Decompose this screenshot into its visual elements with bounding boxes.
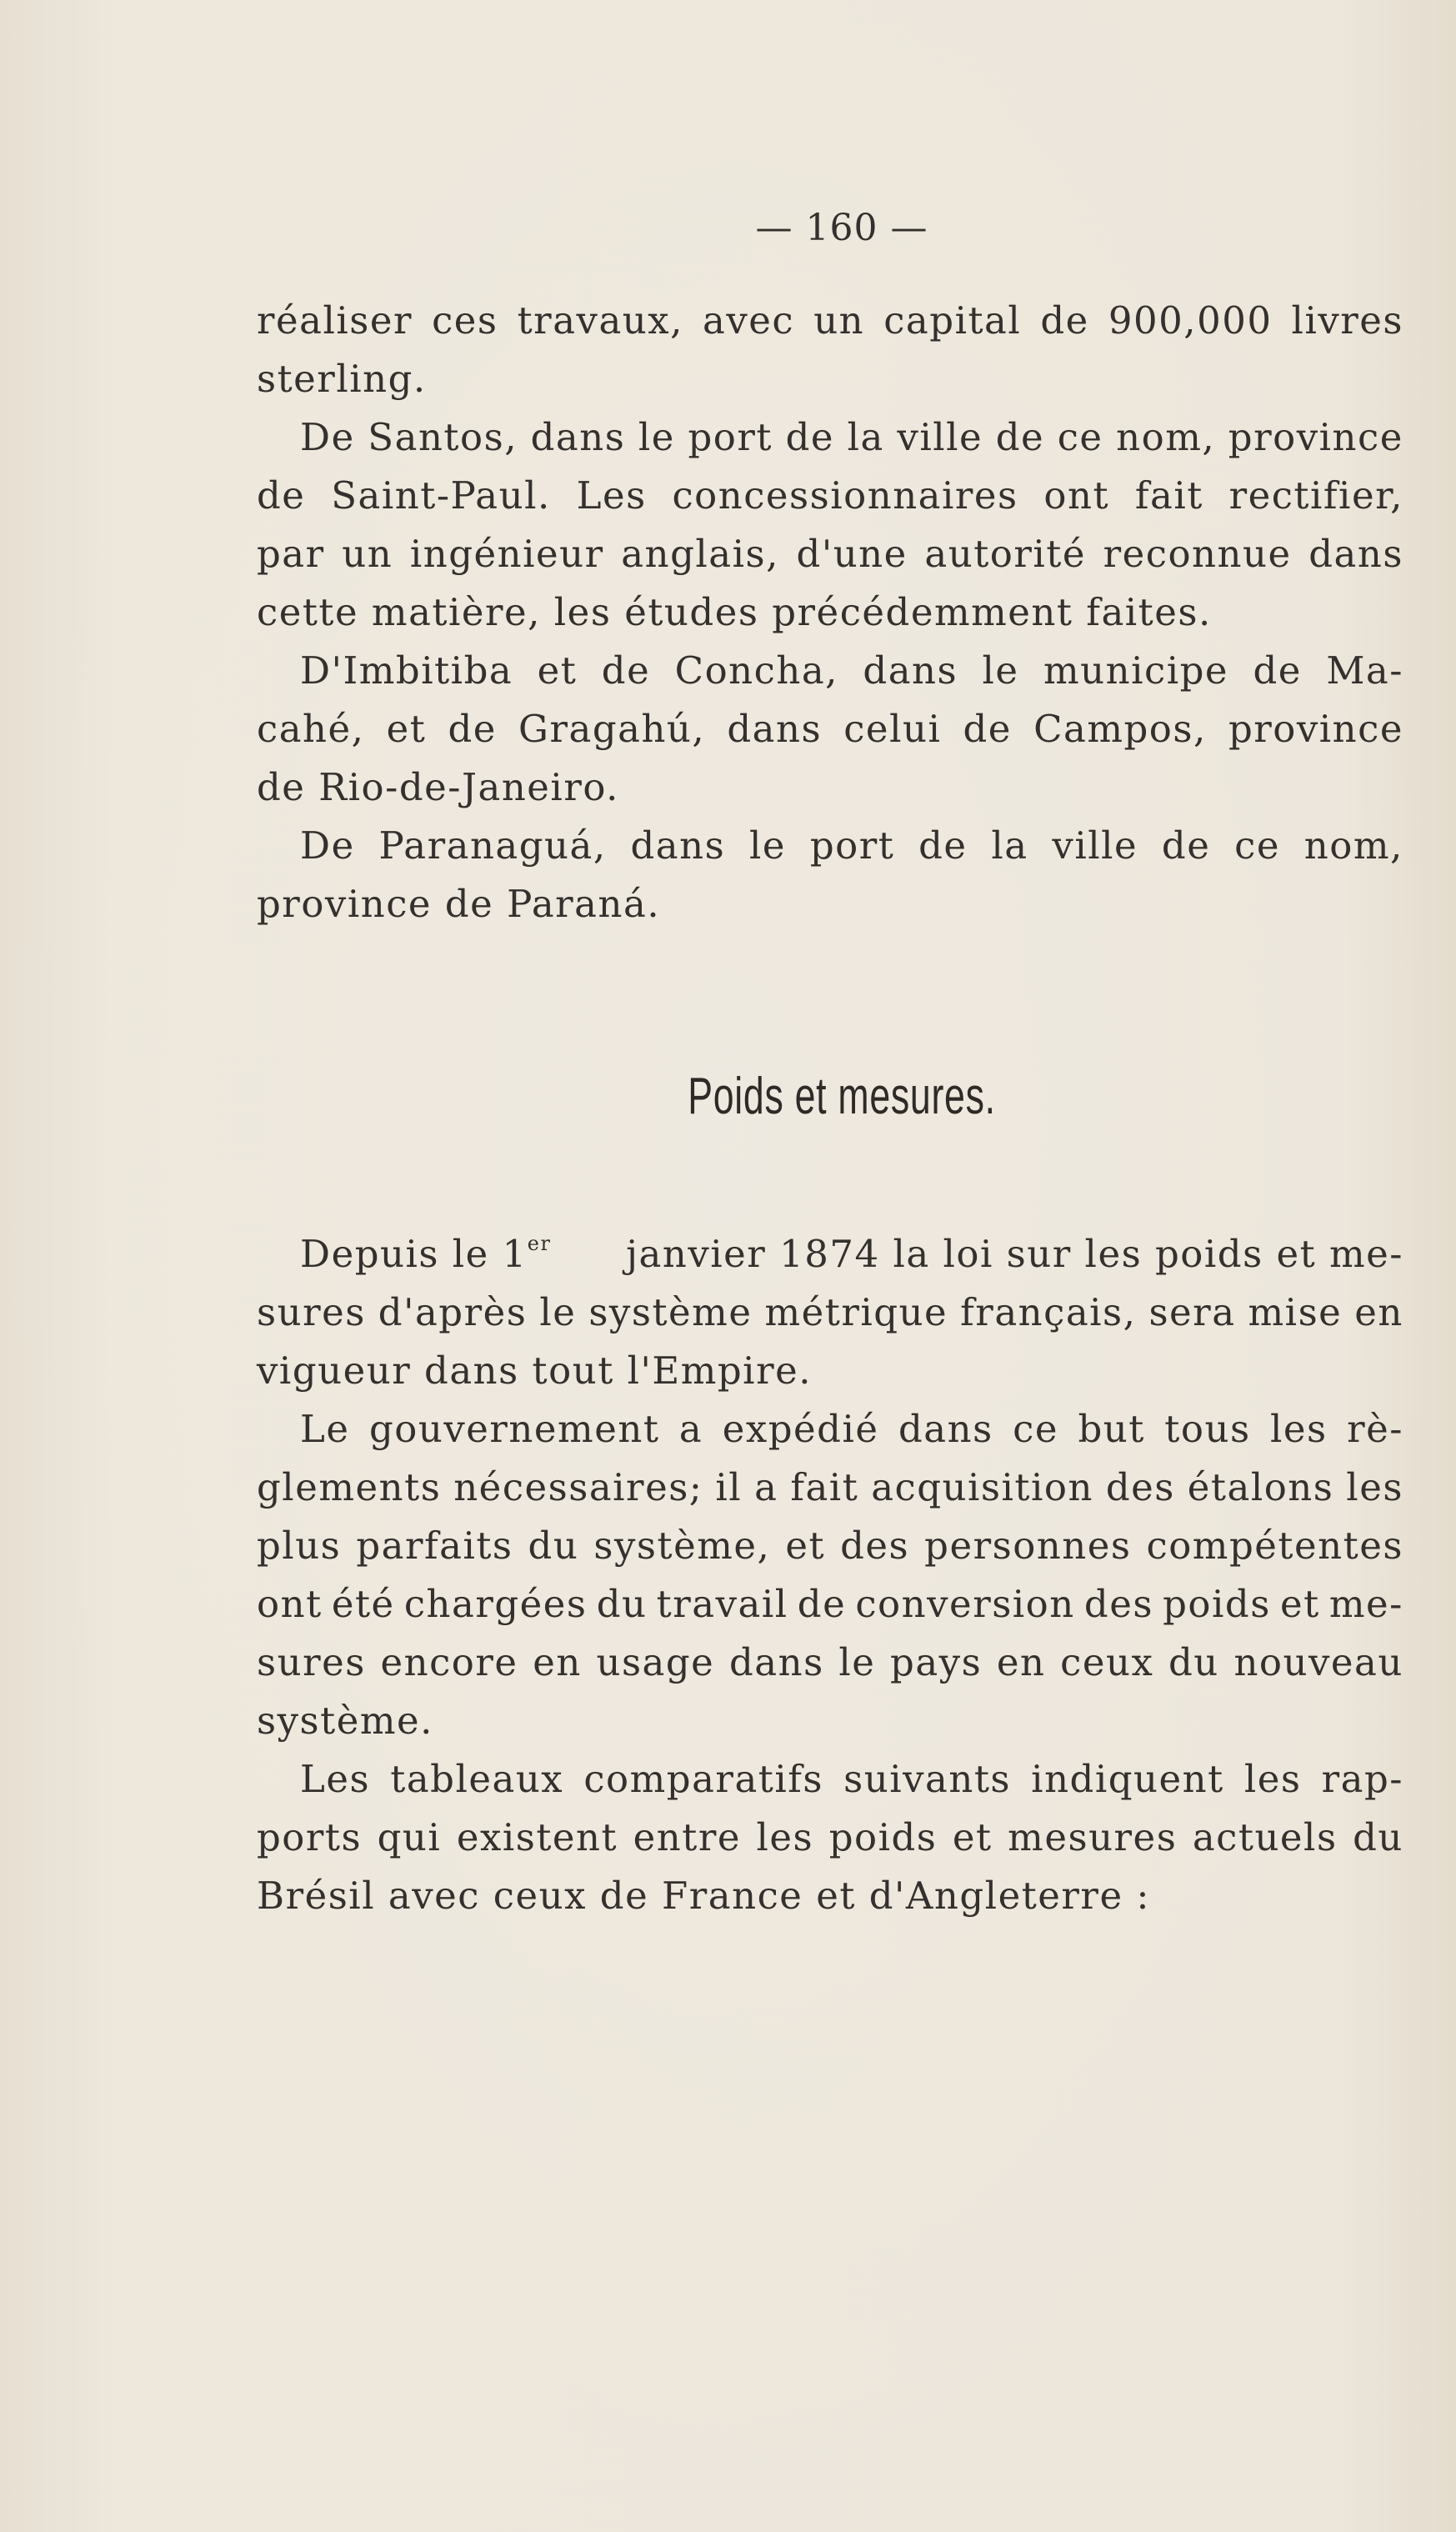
word: existent <box>456 1815 618 1859</box>
word: il <box>715 1465 743 1509</box>
word: un <box>342 532 393 576</box>
word: de <box>257 473 306 518</box>
word: et <box>952 1815 993 1859</box>
word: concessionnaires <box>672 473 1018 518</box>
word: 900,000 <box>1108 298 1273 343</box>
word: métrique <box>764 1290 948 1334</box>
word: autorité <box>924 532 1087 576</box>
word: ont <box>1043 473 1110 518</box>
text-line: système. <box>257 1699 433 1743</box>
word: anglais, <box>621 532 779 576</box>
word: système <box>588 1290 753 1334</box>
word: personnes <box>924 1524 1132 1568</box>
word: me- <box>1328 1582 1403 1626</box>
word: qui <box>377 1815 442 1859</box>
word: mise <box>1248 1290 1343 1334</box>
word: actuels <box>1192 1815 1338 1859</box>
word: rectifier, <box>1228 473 1403 518</box>
word: sures <box>257 1290 366 1334</box>
word: d'après <box>378 1290 528 1334</box>
word: travail <box>656 1582 788 1626</box>
word: travaux, <box>517 298 683 343</box>
word: entre <box>633 1815 741 1859</box>
text-line <box>257 1750 1403 1809</box>
word: sera <box>1148 1290 1236 1334</box>
word: compétentes <box>1146 1524 1403 1568</box>
word: De <box>300 415 355 459</box>
page-number: — 160 — <box>755 207 928 249</box>
word: français, <box>960 1290 1137 1334</box>
word: Gragahú, <box>518 707 706 751</box>
word: de <box>963 707 1012 751</box>
word: de <box>448 707 497 751</box>
word: Les <box>576 473 647 518</box>
word: les <box>756 1815 814 1859</box>
word: plus <box>257 1524 342 1568</box>
word: Paranaguá, <box>378 823 607 868</box>
word: a <box>754 1465 778 1509</box>
word: ville <box>1052 823 1138 868</box>
word: étalons <box>1187 1465 1334 1509</box>
word: de <box>1040 298 1089 343</box>
word: municipe <box>1043 648 1229 693</box>
word: ceux <box>1060 1640 1154 1684</box>
word: et <box>1279 1582 1320 1626</box>
word: suivants <box>843 1757 1012 1801</box>
word: De <box>300 823 355 868</box>
word: capital <box>883 298 1022 343</box>
text-line-start: Depuis le 1er <box>300 1232 552 1276</box>
word: et <box>785 1524 826 1568</box>
word: ville <box>897 415 983 459</box>
word: poids <box>828 1815 938 1859</box>
word: glements <box>257 1465 442 1509</box>
word: gouvernement <box>368 1407 660 1451</box>
text-line <box>257 1634 1403 1692</box>
word: Concha, <box>674 648 838 693</box>
text-line-end: janvier 1874 la loi sur les poids et me- <box>613 1232 1403 1276</box>
word: parfaits <box>356 1524 513 1568</box>
word: rè- <box>1347 1407 1403 1451</box>
word: le <box>638 415 675 459</box>
text-line <box>257 1284 1403 1342</box>
word: de <box>797 1582 847 1626</box>
word: par <box>257 532 325 576</box>
word: le <box>838 1640 876 1684</box>
text-line <box>257 1809 1403 1867</box>
text-line <box>257 817 1403 875</box>
word: ce <box>1234 823 1280 868</box>
word: dans <box>530 415 626 459</box>
word: nom, <box>1303 823 1403 868</box>
word: ont <box>257 1582 323 1626</box>
text-line: province de Paraná. <box>257 882 661 926</box>
text-line: de Rio-de-Janeiro. <box>257 765 619 809</box>
word: le <box>982 648 1019 693</box>
word: avec <box>703 298 795 343</box>
word: ce <box>1013 1407 1058 1451</box>
word: des <box>1083 1582 1153 1626</box>
word: encore <box>380 1640 518 1684</box>
word: fait <box>790 1465 859 1509</box>
word: comparatifs <box>583 1757 823 1801</box>
word: sures <box>257 1640 366 1684</box>
word: en <box>996 1640 1046 1684</box>
paragraph-block-weights <box>257 1225 1403 1925</box>
word: et <box>537 648 578 693</box>
word: de <box>995 415 1045 459</box>
word: dans <box>630 823 726 868</box>
text-line <box>257 467 1403 525</box>
text-line: sterling. <box>257 357 427 401</box>
word: de <box>785 415 835 459</box>
word: d'une <box>796 532 908 576</box>
word: les <box>1270 1407 1328 1451</box>
text-line <box>257 292 1403 350</box>
word: usage <box>596 1640 715 1684</box>
word: port <box>809 823 895 868</box>
word: Les <box>300 1757 371 1801</box>
text-line <box>257 700 1403 758</box>
text-line <box>257 1400 1403 1459</box>
word: Campos, <box>1033 707 1207 751</box>
word: la <box>847 415 884 459</box>
word: nouveau <box>1233 1640 1403 1684</box>
text-line <box>257 1575 1403 1634</box>
word: province <box>1228 415 1403 459</box>
text-line: vigueur dans tout l'Empire. <box>257 1349 813 1393</box>
section-heading: Poids et mesures. <box>688 1068 996 1125</box>
word: dans <box>1308 532 1403 576</box>
word: mesures <box>1008 1815 1178 1859</box>
word: rap- <box>1321 1757 1403 1801</box>
word: les <box>1346 1465 1403 1509</box>
word: indiquent <box>1031 1757 1224 1801</box>
text-line <box>257 1225 1403 1284</box>
word: conversion <box>855 1582 1075 1626</box>
word: chargées <box>403 1582 588 1626</box>
word: ces <box>432 298 498 343</box>
word: et <box>386 707 427 751</box>
word: Ma- <box>1326 648 1403 693</box>
word: dans <box>728 1640 824 1684</box>
word: dans <box>898 1407 993 1451</box>
word: un <box>813 298 865 343</box>
word: but <box>1078 1407 1145 1451</box>
word: du <box>528 1524 579 1568</box>
word: nécessaires; <box>453 1465 703 1509</box>
word: tableaux <box>390 1757 564 1801</box>
word: expédié <box>722 1407 879 1451</box>
word: D'Imbitiba <box>300 648 513 693</box>
text-line <box>257 642 1403 700</box>
text-line <box>257 1459 1403 1517</box>
word: les <box>1243 1757 1302 1801</box>
word: de <box>1161 823 1211 868</box>
word: Saint-Paul. <box>331 473 551 518</box>
word: livres <box>1291 298 1403 343</box>
text-line <box>257 408 1403 467</box>
word: cahé, <box>257 707 365 751</box>
word: système, <box>593 1524 771 1568</box>
word: fait <box>1134 473 1203 518</box>
word: reconnue <box>1103 532 1292 576</box>
word: Santos, <box>368 415 518 459</box>
paragraph-block-ports <box>257 292 1403 933</box>
word: acquisition <box>871 1465 1093 1509</box>
text-line: Brésil avec ceux de France et d'Angleterre : <box>257 1874 1151 1918</box>
word: du <box>596 1582 648 1626</box>
text-line <box>257 1517 1403 1575</box>
word: réaliser <box>257 298 413 343</box>
word: la <box>991 823 1028 868</box>
word: en <box>1354 1290 1403 1334</box>
word: celui <box>843 707 942 751</box>
word: Le <box>300 1407 350 1451</box>
word: le <box>539 1290 577 1334</box>
word: ce <box>1057 415 1103 459</box>
word: dans <box>727 707 823 751</box>
word: ports <box>257 1815 363 1859</box>
word: nom, <box>1116 415 1216 459</box>
word: province <box>1228 707 1403 751</box>
word: poids <box>1163 1582 1271 1626</box>
text-line <box>257 525 1403 583</box>
word: ingénieur <box>409 532 604 576</box>
word: été <box>331 1582 395 1626</box>
word: en <box>533 1640 582 1684</box>
word: de <box>918 823 968 868</box>
word: de <box>601 648 651 693</box>
word: le <box>749 823 787 868</box>
text-line: cette matière, les études précédemment faites. <box>257 590 1212 634</box>
word: de <box>1253 648 1302 693</box>
word: port <box>688 415 773 459</box>
word: des <box>840 1524 910 1568</box>
word: des <box>1105 1465 1175 1509</box>
word: du <box>1168 1640 1219 1684</box>
word: pays <box>890 1640 983 1684</box>
word: tous <box>1164 1407 1251 1451</box>
word: dans <box>863 648 958 693</box>
word: a <box>678 1407 703 1451</box>
word: du <box>1353 1815 1403 1859</box>
